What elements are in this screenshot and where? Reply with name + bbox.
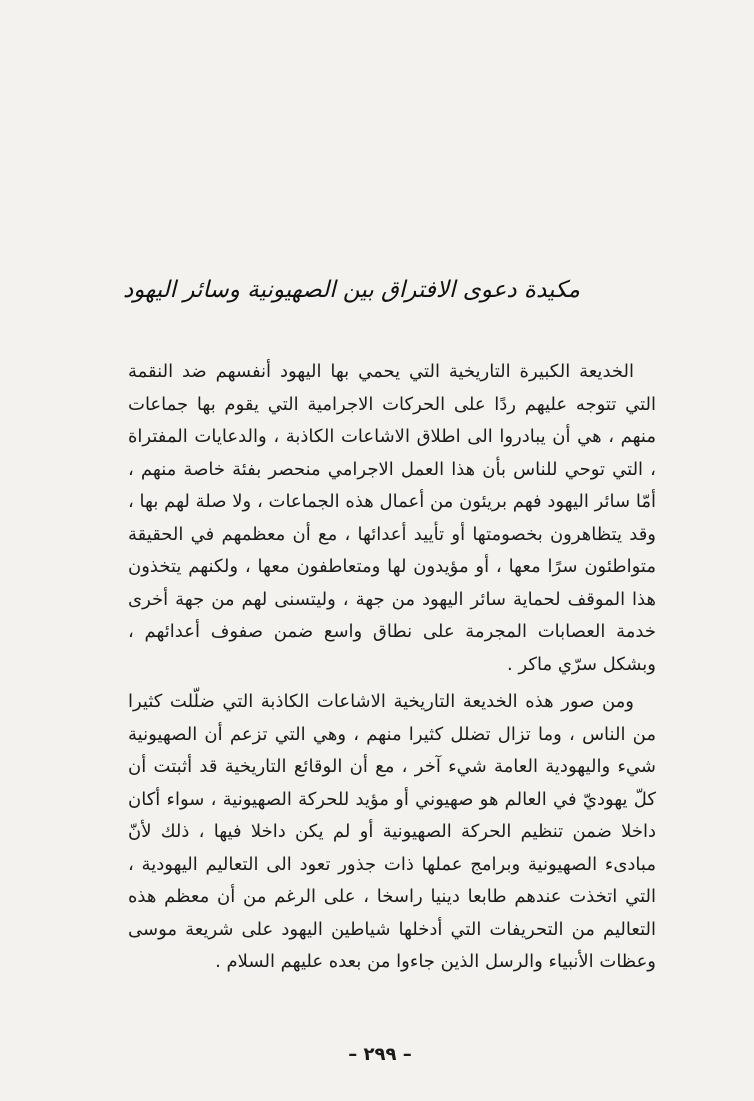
page-number: – ٢٩٩ – xyxy=(348,1044,412,1065)
chapter-title: مكيدة دعوى الافتراق بين الصهيونية وسائر اليهود xyxy=(122,277,580,303)
paragraph-1: الخديعة الكبيرة التاريخية التي يحمي بها اليهود أنفسهم ضد النقمة التي تتوجه عليهم ردًا على الحركات الاجرامية التي يقوم بها جماعات منهم ، هي أن يبادروا الى اطلاق الاشاعات الكاذبة ، والدعايات المفتراة ، التي توحي للناس بأن هذا العمل الاجرامي منحصر بفئة خاصة منهم ، أمّا سائر اليهود فهم بريئون من أعمال هذه الجماعات ، ولا صلة لهم بها ، وقد يتظاهرون بخصومتها أو تأييد أعدائها ، مع أن معظمهم في الحقيقة متواطئون سرًا معها ، أو مؤيدون لها ومتعاطفون معها ، ولكنهم يتخذون هذا الموقف لحماية سائر اليهود من جهة ، وليتسنى لهم من جهة أخرى خدمة العصابات المجرمة على نطاق واسع ضمن صفوف أعدائهم ، وبشكل سرّي ماكر . xyxy=(128,361,656,675)
paragraph-2: ومن صور هذه الخديعة التاريخية الاشاعات الكاذبة التي ضلّلت كثيرا من الناس ، وما تزال تضلل كثيرا منهم ، وهي التي تزعم أن الصهيونية شيء واليهودية العامة شيء آخر ، مع أن الوقائع التاريخية قد أثبتت أن كلّ يهوديّ في العالم هو صهيوني أو مؤيد للحركة الصهيونية ، سواء أكان داخلا ضمن تنظيم الحركة الصهيونية أو لم يكن داخلا فيها ، ذلك لأنّ مبادىء الصهيونية وبرامج عملها ذات جذور تعود الى التعاليم اليهودية ، التي اتخذت عندهم طابعا دينيا راسخا ، على الرغم من أن معظم هذه التعاليم من التحريفات التي أدخلها شياطين اليهود على شريعة موسى وعظات الأنبياء والرسل الذين جاءوا من بعده عليهم السلام . xyxy=(128,691,656,972)
